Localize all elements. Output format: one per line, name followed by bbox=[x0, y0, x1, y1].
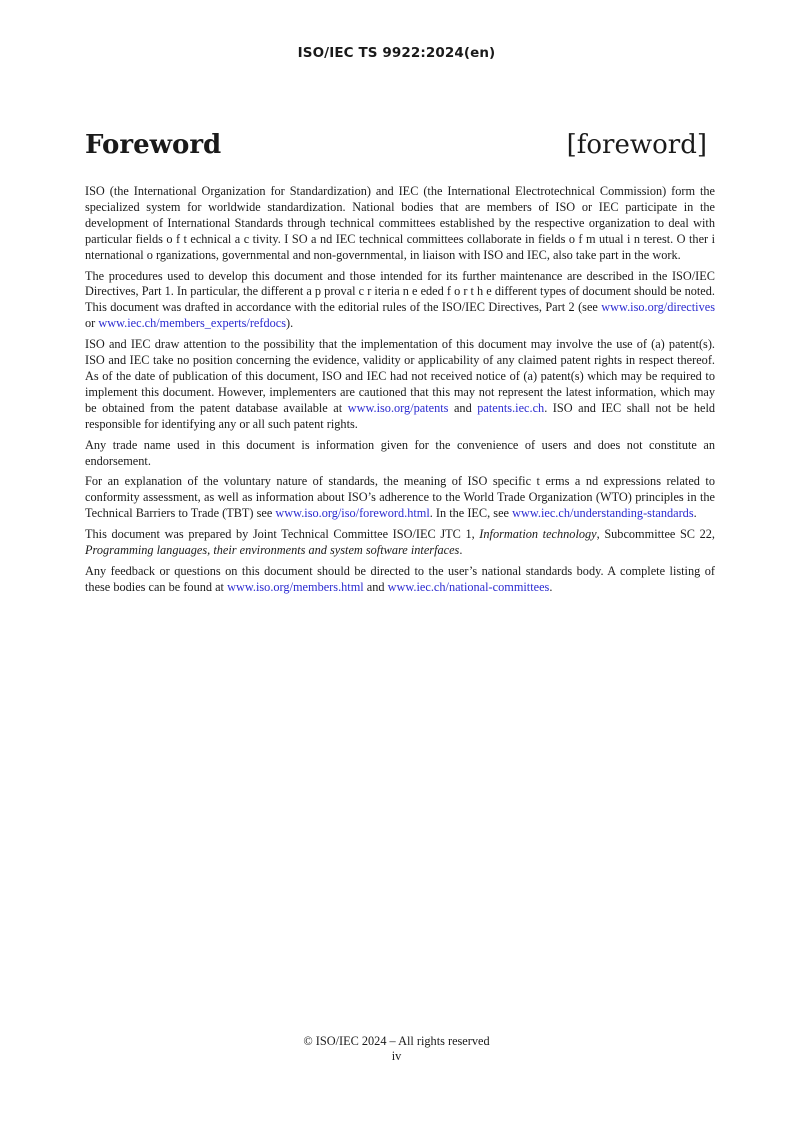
link[interactable]: www.iec.ch/understanding-standards bbox=[512, 506, 694, 521]
text-segment: or bbox=[85, 316, 99, 331]
page-number: iv bbox=[391, 1049, 402, 1063]
paragraph bbox=[85, 527, 715, 559]
text-segment: Any trade name used in this document is information given for the convenience of users and does not constitute an endorsement. bbox=[85, 437, 715, 468]
paragraph bbox=[85, 184, 715, 264]
section-heading bbox=[85, 130, 707, 160]
text-segment: ISO (the International Organization for Standardization) and IEC (the International Electrotechnical Commission) form the specialized system for worldwide standardization. National bodies that are members of ISO or IEC participate in the development of International Standards through technical committees established by the respective organization to deal with particular fields o f t echnical a c tivity. I SO a nd IEC technical committees collaborate in fields o f m utual i n terest. O ther i nternational o rganizations, governmental and non-governmental, in liaison with ISO and IEC, also take part in the work. bbox=[85, 184, 715, 262]
copyright-notice: © ISO/IEC 2024 – All rights reserved bbox=[303, 1034, 490, 1048]
paragraph bbox=[85, 474, 715, 522]
link[interactable]: patents.iec.ch bbox=[477, 400, 545, 415]
text-segment: For an explanation of the voluntary nature of standards, the meaning of ISO specific t erms a nd expressions related to conformity assessment, as well as information about ISO’s adherence to the World Trade Organization (WTO) principles in the Technical Barriers to Trade (TBT) see bbox=[85, 474, 715, 521]
section-title: Foreword bbox=[85, 130, 222, 160]
section-anchor: [foreword] bbox=[566, 130, 707, 160]
italic-text: Programming languages, their environments and system software interfaces bbox=[85, 543, 460, 558]
link[interactable]: www.iec.ch/national-committees bbox=[387, 579, 550, 594]
italic-text: Information technology bbox=[479, 527, 597, 542]
paragraph bbox=[85, 269, 715, 333]
text-segment: This document was prepared by Joint Technical Committee ISO/IEC JTC 1, bbox=[85, 527, 480, 542]
text-segment: ). bbox=[286, 316, 294, 331]
text-segment: . In the IEC, see bbox=[429, 506, 513, 521]
text-segment: ISO and IEC draw attention to the possibility that the implementation of this document may involve the use of (a) patent(s). ISO and IEC take no position concerning the evidence, validity or applicability of any claimed patent rights in respect thereof. As of the date of publication of this document, ISO and IEC had not received notice of (a) patent(s) which may be required to implement this document. However, implementers are cautioned that this may not represent the latest information, which may be obtained from the patent database available at bbox=[85, 337, 715, 415]
page-footer bbox=[0, 1034, 793, 1064]
link[interactable]: www.iso.org/iso/foreword.html bbox=[275, 506, 430, 521]
text-segment: , Subcommittee SC 22, bbox=[596, 527, 716, 542]
link[interactable]: www.iec.ch/members_experts/refdocs bbox=[98, 316, 287, 331]
text-segment: . bbox=[549, 579, 553, 594]
paragraph bbox=[85, 564, 715, 596]
document-header bbox=[0, 45, 793, 61]
text-segment: . bbox=[459, 543, 463, 558]
text-segment: . ISO and IEC shall not be held responsible for identifying any or all such patent rights. bbox=[85, 400, 716, 431]
text-segment: The procedures used to develop this document and those intended for its further maintenance are described in the ISO/IEC Directives, Part 1. In particular, the different a p proval c r iteria n e eded f o r t h e different types of document should be noted. This document was drafted in accordance with the editorial rules of the ISO/IEC Directives, Part 2 (see bbox=[85, 268, 715, 315]
paragraph bbox=[85, 337, 715, 432]
foreword-body bbox=[85, 184, 715, 601]
document-id: ISO/IEC TS 9922:2024(en) bbox=[297, 45, 496, 61]
text-segment: and bbox=[363, 579, 388, 594]
text-segment: . bbox=[693, 506, 697, 521]
text-segment: Any feedback or questions on this document should be directed to the user’s national standards body. A complete listing of these bodies can be found at bbox=[85, 563, 715, 594]
link[interactable]: www.iso.org/patents bbox=[347, 400, 449, 415]
link[interactable]: www.iso.org/directives bbox=[601, 300, 715, 315]
text-segment: and bbox=[448, 400, 478, 415]
link[interactable]: www.iso.org/members.html bbox=[227, 579, 364, 594]
paragraph bbox=[85, 438, 715, 470]
